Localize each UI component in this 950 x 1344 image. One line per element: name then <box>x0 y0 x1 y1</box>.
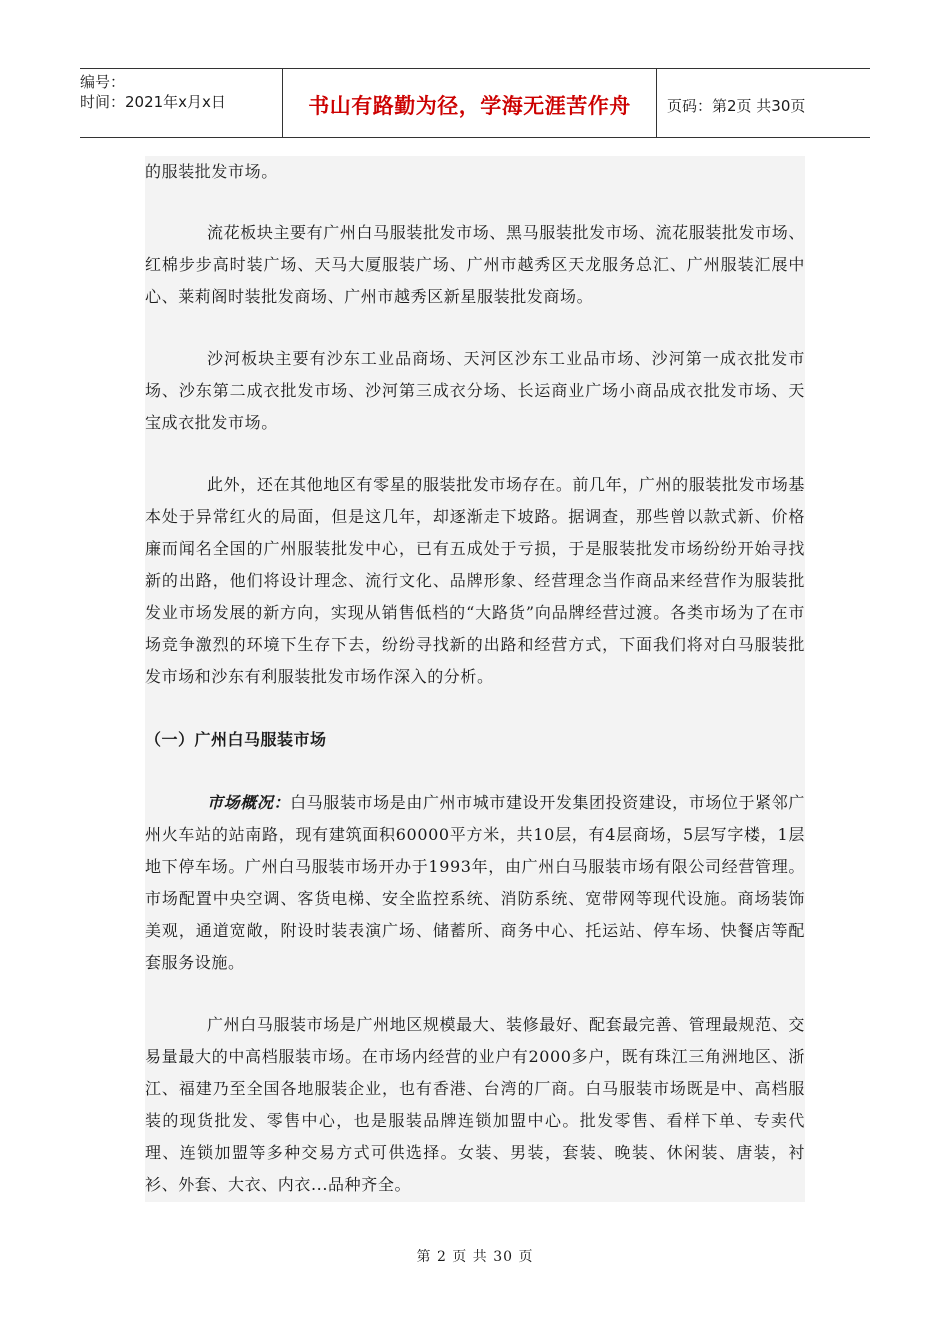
page-header <box>80 68 870 138</box>
paragraph-shahe: 沙河板块主要有沙东工业品商场、天河区沙东工业品市场、沙河第一成衣批发市场、沙东第二成衣批发市场、沙河第三成衣分场、长运商业广场小商品成衣批发市场、天宝成衣批发市场。 <box>145 349 805 432</box>
paragraph-continuation: 的服装批发市场。 <box>145 162 278 181</box>
paragraph-other-regions: 此外，还在其他地区有零星的服装批发市场存在。前几年，广州的服装批发市场基本处于异常红火的局面，但是这几年，却逐渐走下坡路。据调查，那些曾以款式新、价格廉而闻名全国的广州服装批发中心，已有五成处于亏损，于是服装批发市场纷纷开始寻找新的出路，他们将设计理念、流行文化、品牌形象、经营理念当作商品来经营作为服装批发业市场发展的新方向，实现从销售低档的“大路货”向品牌经营过渡。各类市场为了在市场竞争激烈的环境下生存下去，纷纷寻找新的出路和经营方式，下面我们将对白马服装批发市场和沙东有利服装批发市场作深入的分析。 <box>145 475 805 686</box>
document-date-label: 时间：2021年x月x日 <box>80 93 226 111</box>
paragraph-liuhua: 流花板块主要有广州白马服装批发市场、黑马服装批发市场、流花服装批发市场、红棉步步高时装广场、天马大厦服装广场、广州市越秀区天龙服务总汇、广州服装汇展中心、莱莉阁时装批发商场、广州市越秀区新星服装批发商场。 <box>145 223 805 306</box>
header-motto: 书山有路勤为径，学海无涯苦作舟 <box>282 69 657 137</box>
header-meta <box>80 69 282 137</box>
section-heading: （一）广州白马服装市场 <box>145 730 327 749</box>
paragraph-baima-details: 广州白马服装市场是广州地区规模最大、装修最好、配套最完善、管理最规范、交易量最大的中高档服装市场。在市场内经营的业户有2000多户，既有珠江三角洲地区、浙江、福建乃至全国各地服装企业，也有香港、台湾的厂商。白马服装市场既是中、高档服装的现货批发、零售中心，也是服装品牌连锁加盟中心。批发零售、看样下单、专卖代理、连锁加盟等多种交易方式可供选择。女装、男装，套装、晚装、休闲装、唐装，衬衫、外套、大衣、内衣...品种齐全。 <box>145 1015 805 1194</box>
paragraph-market-overview <box>145 787 805 979</box>
market-overview-text: 白马服装市场是由广州市城市建设开发集团投资建设，市场位于紧邻广州火车站的站南路，现有建筑面积60000平方米，共10层，有4层商场，5层写字楼，1层地下停车场。广州白马服装市场开办于1993年，由广州白马服装市场有限公司经营管理。市场配置中央空调、客货电梯、安全监控系统、消防系统、宽带网等现代设施。商场装饰美观，通道宽敞，附设时装表演广场、储蓄所、商务中心、托运站、停车场、快餐店等配套服务设施。 <box>145 793 805 972</box>
market-overview-label: 市场概况： <box>207 793 291 812</box>
header-page-info: 页码：第2页 共30页 <box>667 96 806 115</box>
document-body <box>145 156 805 1202</box>
page-footer: 第 2 页 共 30 页 <box>416 1249 534 1265</box>
document-number-label: 编号： <box>80 73 126 91</box>
